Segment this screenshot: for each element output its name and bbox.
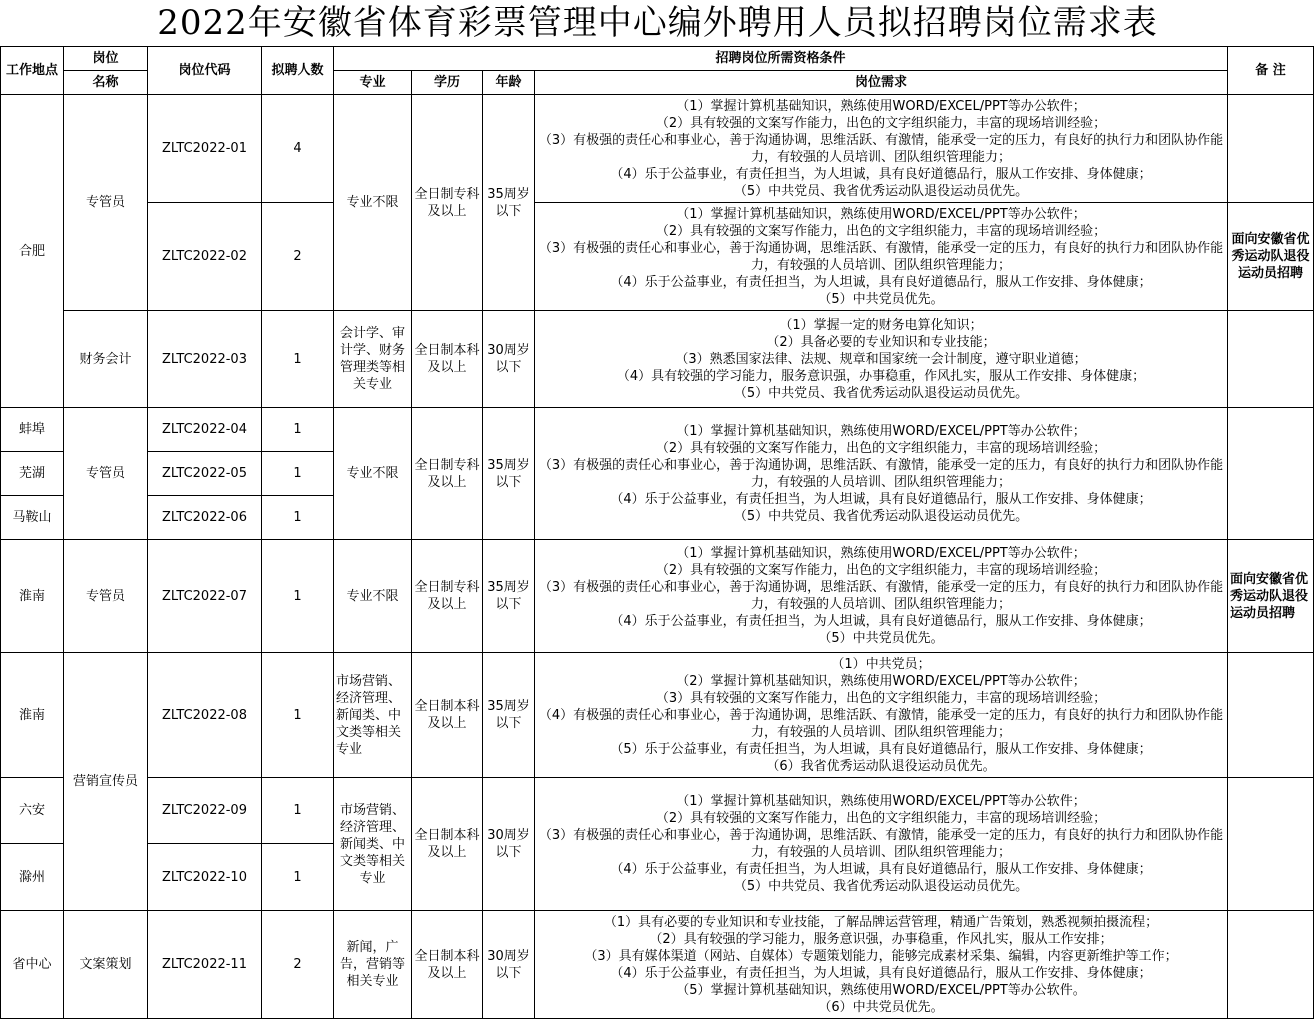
requirement-line: （1）掌握计算机基础知识，熟练使用WORD/EXCEL/PPT等办公软件； (676, 546, 1086, 561)
requirements-cell (535, 311, 1228, 408)
header-education: 学历 (412, 71, 483, 95)
header-post-code: 岗位代码 (148, 47, 262, 95)
requirement-line: （1）中共党员； (831, 656, 931, 672)
remark-cell (1228, 911, 1314, 1019)
count-cell: 1 (262, 408, 334, 452)
post-code-cell: ZLTC2022-07 (148, 540, 262, 653)
post-name-cell: 专管员 (64, 408, 148, 540)
age-cell: 35周岁以下 (483, 653, 535, 778)
location-cell: 淮南 (1, 540, 64, 653)
post-name-cell: 专管员 (64, 540, 148, 653)
post-code-cell: ZLTC2022-04 (148, 408, 262, 452)
requirements-cell (535, 911, 1228, 1019)
major-cell: 市场营销、经济管理、新闻类、中文类等相关专业 (334, 653, 412, 778)
post-code-cell: ZLTC2022-11 (148, 911, 262, 1019)
education-cell: 全日制专科及以上 (412, 540, 483, 653)
requirements-cell (535, 408, 1228, 540)
requirements-cell (535, 778, 1228, 911)
post-code-cell: ZLTC2022-06 (148, 496, 262, 540)
age-cell: 30周岁以下 (483, 778, 535, 911)
requirements-cell (535, 203, 1228, 311)
location-cell: 合肥 (1, 95, 64, 408)
requirement-line: （3）有极强的责任心和事业心，善于沟通协调，思维活跃、有激情，能承受一定的压力，有良好的执行力和团队协作能力，有较强的人员培训、团队组织管理能力； (538, 580, 1224, 612)
requirement-line: （1）掌握计算机基础知识，熟练使用WORD/EXCEL/PPT等办公软件； (676, 98, 1086, 114)
post-name-cell: 营销宣传员 (64, 653, 148, 911)
requirement-line: （1）具有必要的专业知识和专业技能，了解品牌运营管理，精通广告策划，熟悉视频拍摄流程； (603, 914, 1159, 930)
requirement-line: （4）具有较强的学习能力，服务意识强，办事稳重，作风扎实，服从工作安排、身体健康； (616, 368, 1146, 384)
requirement-line: （4）乐于公益事业，有责任担当，为人坦诚，具有良好道德品行，服从工作安排、身体健康； (610, 274, 1152, 290)
requirement-line: （1）掌握计算机基础知识，熟练使用WORD/EXCEL/PPT等办公软件； (676, 423, 1086, 439)
post-code-cell: ZLTC2022-02 (148, 203, 262, 311)
remark-cell: 面向安徽省优秀运动队退役运动员招聘 (1228, 203, 1314, 311)
header-requirements: 岗位需求 (535, 71, 1228, 95)
count-cell: 2 (262, 911, 334, 1019)
count-cell: 1 (262, 844, 334, 911)
requirement-line: （3）有极强的责任心和事业心，善于沟通协调，思维活跃、有激情，能承受一定的压力，有良好的执行力和团队协作能力，有较强的人员培训、团队组织管理能力； (538, 828, 1224, 860)
requirement-line: （3）有极强的责任心和事业心，善于沟通协调，思维活跃、有激情，能承受一定的压力，有良好的执行力和团队协作能力，有较强的人员培训、团队组织管理能力； (538, 240, 1224, 273)
education-cell: 全日制本科及以上 (412, 653, 483, 778)
requirements-cell (535, 95, 1228, 203)
header-post: 岗位 (64, 47, 148, 71)
requirement-line: （6）中共党员优先。 (818, 999, 944, 1015)
count-cell: 1 (262, 311, 334, 408)
requirement-line: （2）具有较强的学习能力，服务意识强，办事稳重，作风扎实，服从工作安排； (649, 931, 1113, 947)
requirement-line: （2）具有较强的文案写作能力，出色的文字组织能力，丰富的现场培训经验； (655, 115, 1107, 131)
major-cell: 市场营销、经济管理、新闻类、中文类等相关专业 (334, 778, 412, 911)
age-cell: 30周岁以下 (483, 911, 535, 1019)
requirement-line: （4）乐于公益事业，有责任担当，为人坦诚，具有良好道德品行，服从工作安排、身体健康； (610, 491, 1152, 507)
post-code-cell: ZLTC2022-08 (148, 653, 262, 778)
requirement-line: （3）具有较强的文案写作能力，出色的文字组织能力，丰富的现场培训经验； (655, 690, 1107, 706)
page-title: 2022年安徽省体育彩票管理中心编外聘用人员拟招聘岗位需求表 (157, 3, 1158, 43)
requirement-line: （2）具有较强的文案写作能力，出色的文字组织能力，丰富的现场培训经验； (655, 223, 1107, 239)
requirement-line: （1）掌握计算机基础知识，熟练使用WORD/EXCEL/PPT等办公软件； (676, 206, 1086, 222)
remark-cell (1228, 408, 1314, 540)
post-name-cell: 专管员 (64, 95, 148, 311)
requirement-line: （1）掌握一定的财务电算化知识； (779, 317, 983, 333)
requirement-line: （2）具备必要的专业知识和专业技能； (766, 334, 996, 350)
header-age: 年龄 (483, 71, 535, 95)
requirement-line: （5）中共党员、我省优秀运动队退役运动员优先。 (733, 879, 1029, 894)
education-cell: 全日制专科及以上 (412, 95, 483, 311)
requirement-line: （4）有极强的责任心和事业心，善于沟通协调，思维活跃、有激情，能承受一定的压力，有良好的执行力和团队协作能力，有较强的人员培训、团队组织管理能力； (538, 707, 1224, 740)
requirement-line: （1）掌握计算机基础知识，熟练使用WORD/EXCEL/PPT等办公软件； (676, 794, 1086, 809)
post-code-cell: ZLTC2022-09 (148, 778, 262, 844)
requirement-line: （4）乐于公益事业，有责任担当，为人坦诚，具有良好道德品行，服从工作安排、身体健康； (610, 965, 1152, 981)
requirement-line: （2）掌握计算机基础知识，熟练使用WORD/EXCEL/PPT等办公软件； (676, 673, 1086, 689)
requirement-line: （4）乐于公益事业，有责任担当，为人坦诚，具有良好道德品行，服从工作安排、身体健康； (610, 614, 1152, 629)
requirement-line: （2）具有较强的文案写作能力，出色的文字组织能力，丰富的现场培训经验； (655, 440, 1107, 456)
age-cell: 35周岁以下 (483, 540, 535, 653)
requirement-line: （5）乐于公益事业，有责任担当，为人坦诚，具有良好道德品行，服从工作安排、身体健康； (610, 741, 1152, 757)
header-post-name: 名称 (64, 71, 148, 95)
location-cell: 蚌埠 (1, 408, 64, 452)
education-cell: 全日制本科及以上 (412, 311, 483, 408)
major-cell: 专业不限 (334, 408, 412, 540)
requirements-cell (535, 653, 1228, 778)
requirement-line: （2）具有较强的文案写作能力，出色的文字组织能力，丰富的现场培训经验； (655, 563, 1107, 578)
requirement-line: （5）掌握计算机基础知识，熟练使用WORD/EXCEL/PPT等办公软件。 (676, 982, 1086, 998)
major-cell: 专业不限 (334, 95, 412, 311)
remark-cell (1228, 653, 1314, 778)
requirement-line: （5）中共党员、我省优秀运动队退役运动员优先。 (733, 385, 1029, 401)
age-cell: 35周岁以下 (483, 95, 535, 311)
header-location: 工作地点 (1, 47, 64, 95)
count-cell: 1 (262, 496, 334, 540)
location-cell: 六安 (1, 778, 64, 844)
age-cell: 35周岁以下 (483, 408, 535, 540)
requirement-line: （4）乐于公益事业，有责任担当，为人坦诚，具有良好道德品行，服从工作安排、身体健康； (610, 166, 1152, 182)
location-cell: 芜湖 (1, 452, 64, 496)
remark-cell (1228, 778, 1314, 911)
post-code-cell: ZLTC2022-05 (148, 452, 262, 496)
location-cell: 淮南 (1, 653, 64, 778)
education-cell: 全日制专科及以上 (412, 408, 483, 540)
education-cell: 全日制本科及以上 (412, 911, 483, 1019)
header-count: 拟聘人数 (262, 47, 334, 95)
education-cell: 全日制本科及以上 (412, 778, 483, 911)
post-code-cell: ZLTC2022-03 (148, 311, 262, 408)
requirement-line: （2）具有较强的文案写作能力，出色的文字组织能力，丰富的现场培训经验； (655, 811, 1107, 826)
requirement-line: （3）具有媒体渠道（网站、自媒体）专题策划能力，能够完成素材采集、编辑，内容更新维护等工作； (584, 948, 1178, 964)
count-cell: 1 (262, 653, 334, 778)
requirement-line: （3）熟悉国家法律、法规、规章和国家统一会计制度，遵守职业道德； (675, 351, 1087, 367)
location-cell: 滁州 (1, 844, 64, 911)
requirement-line: （4）乐于公益事业，有责任担当，为人坦诚，具有良好道德品行，服从工作安排、身体健康； (610, 862, 1152, 877)
remark-cell (1228, 311, 1314, 408)
requirement-line: （5）中共党员优先。 (818, 291, 944, 307)
remark-cell (1228, 95, 1314, 203)
age-cell: 30周岁以下 (483, 311, 535, 408)
requirement-line: （6）我省优秀运动队退役运动员优先。 (766, 758, 996, 774)
requirement-line: （3）有极强的责任心和事业心，善于沟通协调，思维活跃、有激情，能承受一定的压力，有良好的执行力和团队协作能力，有较强的人员培训、团队组织管理能力； (538, 132, 1224, 165)
count-cell: 4 (262, 95, 334, 203)
major-cell: 新闻，广告，营销等相关专业 (334, 911, 412, 1019)
count-cell: 1 (262, 452, 334, 496)
post-code-cell: ZLTC2022-01 (148, 95, 262, 203)
post-name-cell: 文案策划 (64, 911, 148, 1019)
major-cell: 会计学、审计学、财务管理类等相关专业 (334, 311, 412, 408)
post-name-cell: 财务会计 (64, 311, 148, 408)
count-cell: 1 (262, 778, 334, 844)
post-code-cell: ZLTC2022-10 (148, 844, 262, 911)
count-cell: 1 (262, 540, 334, 653)
recruitment-table (0, 46, 1314, 1019)
requirement-line: （3）有极强的责任心和事业心，善于沟通协调，思维活跃、有激情，能承受一定的压力，有良好的执行力和团队协作能力，有较强的人员培训、团队组织管理能力； (538, 457, 1224, 490)
header-remarks: 备 注 (1228, 47, 1314, 95)
major-cell: 专业不限 (334, 540, 412, 653)
header-major: 专业 (334, 71, 412, 95)
requirement-line: （5）中共党员优先。 (818, 631, 944, 646)
location-cell: 马鞍山 (1, 496, 64, 540)
requirement-line: （5）中共党员、我省优秀运动队退役运动员优先。 (733, 183, 1029, 199)
requirement-line: （5）中共党员、我省优秀运动队退役运动员优先。 (733, 508, 1029, 524)
requirements-cell (535, 540, 1228, 653)
location-cell: 省中心 (1, 911, 64, 1019)
remark-cell: 面向安徽省优秀运动队退役运动员招聘 (1228, 540, 1314, 653)
count-cell: 2 (262, 203, 334, 311)
header-conditions: 招聘岗位所需资格条件 (334, 47, 1228, 71)
